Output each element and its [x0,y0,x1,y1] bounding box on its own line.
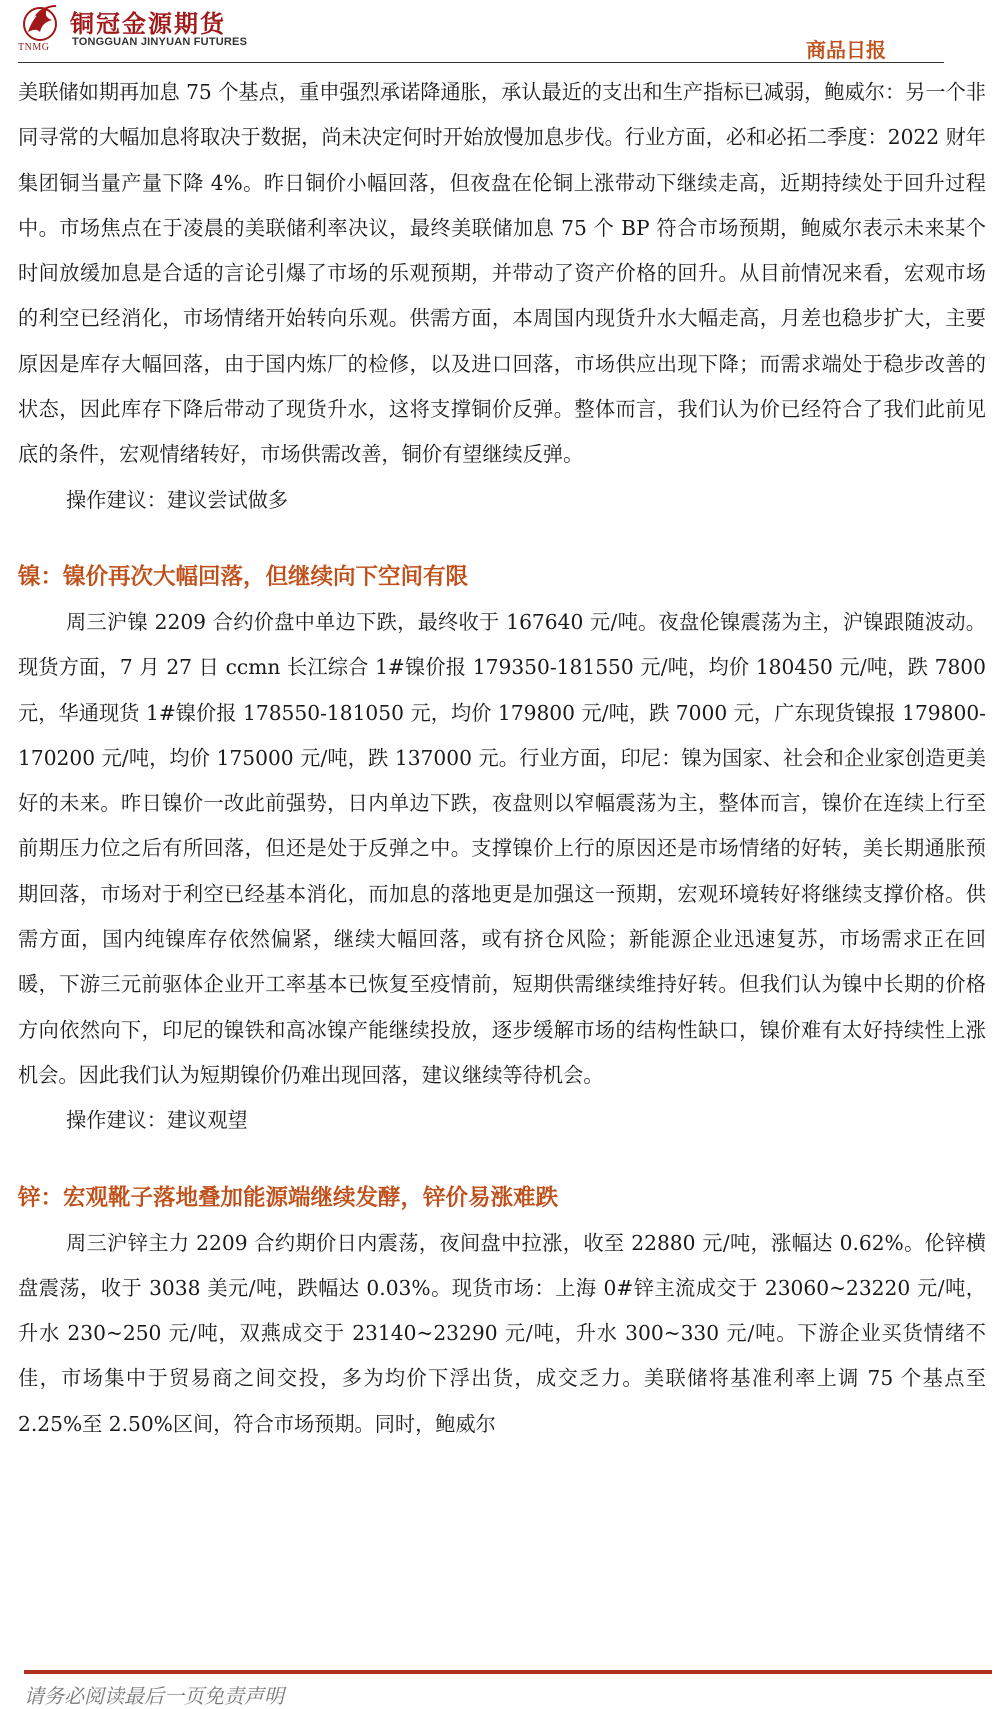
zinc-section-title: 锌：宏观靴子落地叠加能源端继续发酵，锌价易涨难跌 [18,1184,559,1211]
horse-logo-icon [18,2,62,42]
logo-abbreviation: TNMG [18,42,50,53]
nickel-advice: 操作建议：建议观望 [66,1108,248,1133]
zinc-paragraph: 周三沪锌主力 2209 合约期价日内震荡，夜间盘中拉涨，收至 22880 元/吨，涨幅达 0.62%。伦锌横盘震荡，收于 3038 美元/吨，跌幅达 0.03%。现货市场：上海 0#锌主流成交于 23060~23220 元/吨，升水 230~250 元/吨，双燕成交于 23140~23290 元/吨，升水 300~330 元/吨。下游企业买货情绪不佳，市场集中于贸易商之间交投，多为均价下浮出货，成交乏力。美联储将基准利率上调 75 个基点至 2.25%至 2.50%区间，符合市场预期。同时，鲍威尔 [18,1230,986,1436]
report-body [18,70,986,1447]
nickel-paragraph: 周三沪镍 2209 合约价盘中单边下跌，最终收于 167640 元/吨。夜盘伦镍震荡为主，沪镍跟随波动。现货方面，7 月 27 日 ccmn 长江综合 1#镍价报 179350-181550 元/吨，均价 180450 元/吨，跌 7800 元，华通现货 1#镍价报 178550-181050 元，均价 179800 元/吨，跌 7000 元，广东现货镍报 179800-170200 元/吨，均价 175000 元/吨，跌 137000 元。行业方面，印尼：镍为国家、社会和企业家创造更美好的未来。昨日镍价一改此前强势，日内单边下跌，夜盘则以窄幅震荡为主，整体而言，镍价在连续上行至前期压力位之后有所回落，但还是处于反弹之中。支撑镍价上行的原因还是市场情绪的好转，美长期通胀预期回落，市场对于利空已经基本消化，而加息的落地更是加强这一预期，宏观环境转好将继续支撑价格。供需方面，国内纯镍库存依然偏紧，继续大幅回落，或有挤仓风险；新能源企业迅速复苏，市场需求正在回暖，下游三元前驱体企业开工率基本已恢复至疫情前，短期供需继续维持好转。但我们认为镍中长期的价格方向依然向下，印尼的镍铁和高冰镍产能继续投放，逐步缓解市场的结构性缺口，镍价难有太好持续性上涨机会。因此我们认为短期镍价仍难出现回落，建议继续等待机会。 [18,609,986,1087]
page-header [0,0,1007,66]
nickel-section-title: 镍：镍价再次大幅回落，但继续向下空间有限 [18,563,469,590]
report-title: 商品日报 [806,38,886,62]
section-spacer [18,523,986,555]
brand-name-cn: 铜冠金源期货 [70,9,226,38]
copper-advice: 操作建议：建议尝试做多 [66,487,289,512]
footer-disclaimer: 请务必阅读最后一页免责声明 [24,1684,284,1708]
copper-paragraph: 美联储如期再加息 75 个基点，重申强烈承诺降通胀，承认最近的支出和生产指标已减弱，鲍威尔：另一个非同寻常的大幅加息将取决于数据，尚未决定何时开始放慢加息步伐。行业方面，必和必拓二季度：2022 财年集团铜当量产量下降 4%。昨日铜价小幅回落，但夜盘在伦铜上涨带动下继续走高，近期持续处于回升过程中。市场焦点在于凌晨的美联储利率决议，最终美联储加息 75 个 BP 符合市场预期，鲍威尔表示未来某个时间放缓加息是合适的言论引爆了市场的乐观预期，并带动了资产价格的回升。从目前情况来看，宏观市场的利空已经消化，市场情绪开始转向乐观。供需方面，本周国内现货升水大幅走高，月差也稳步扩大，主要原因是库存大幅回落，由于国内炼厂的检修，以及进口回落，市场供应出现下降；而需求端处于稳步改善的状态，因此库存下降后带动了现货升水，这将支撑铜价反弹。整体而言，我们认为价已经符合了我们此前见底的条件，宏观情绪转好，市场供需改善，铜价有望继续反弹。 [18,80,986,467]
footer-divider [24,1670,992,1674]
brand-name-en: TONGGUAN JINYUAN FUTURES [72,36,248,48]
section-spacer [18,1144,986,1176]
header-divider [18,62,944,63]
